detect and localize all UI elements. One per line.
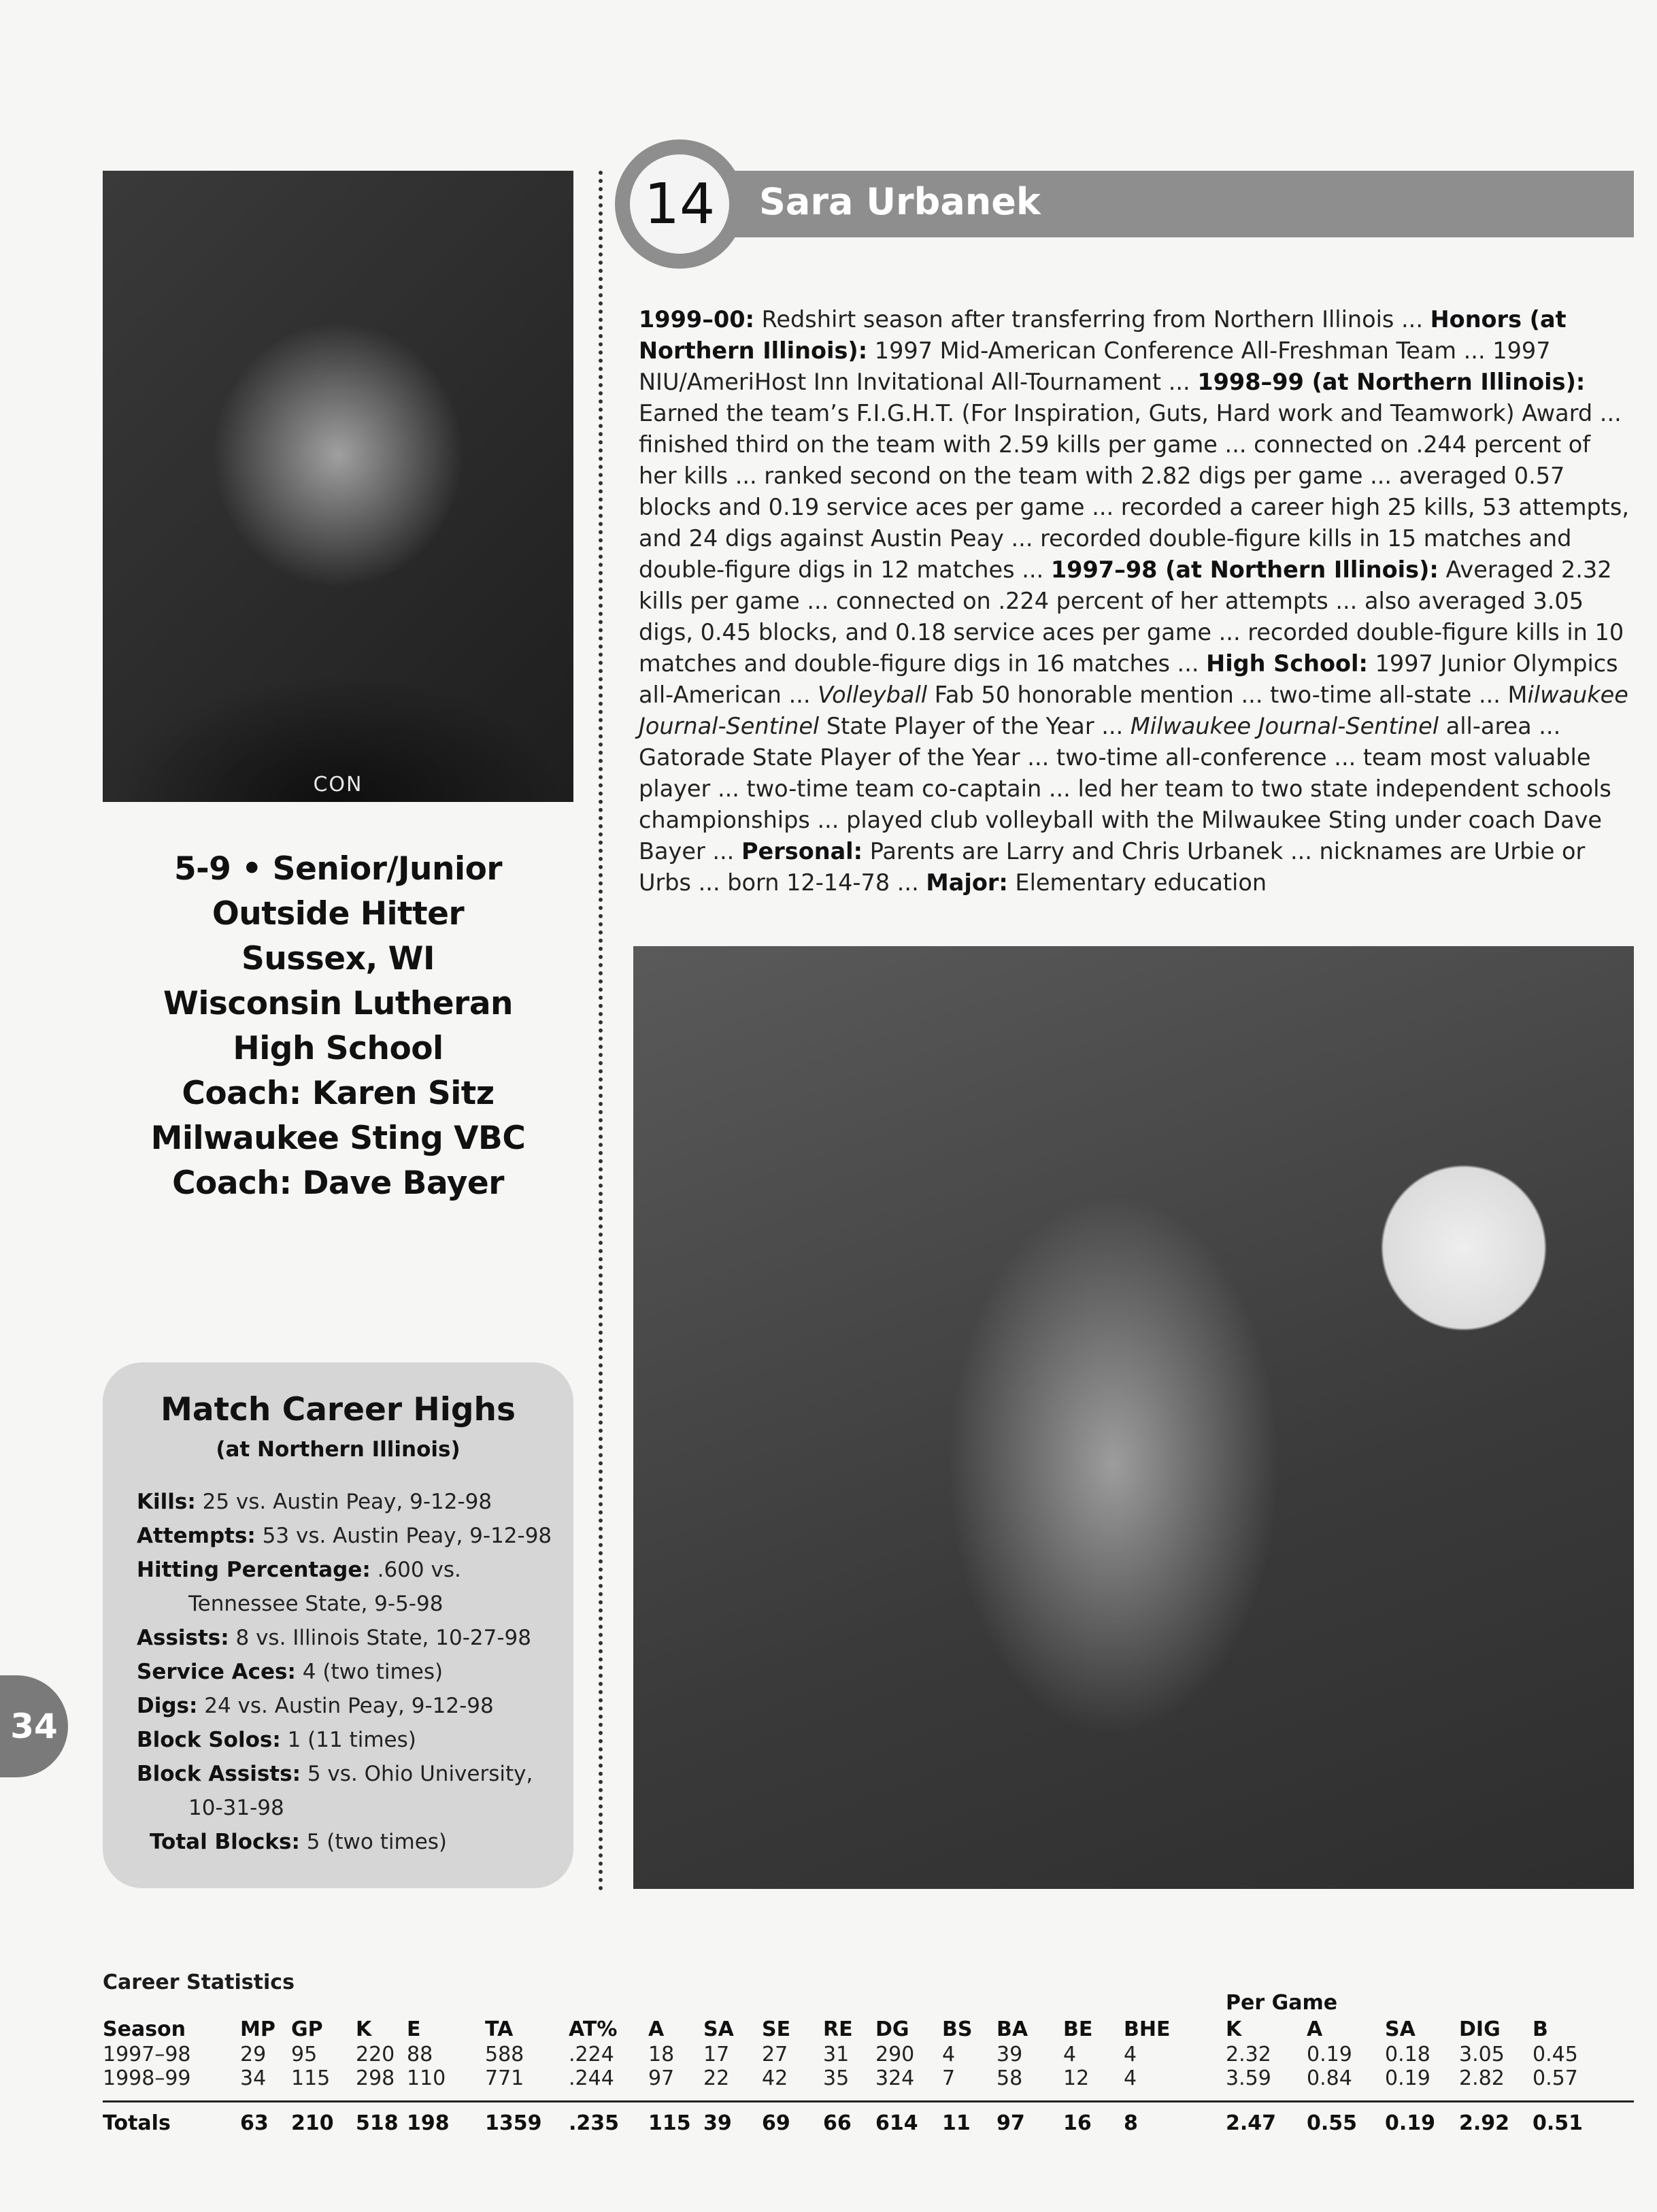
stat-cell: 95 <box>291 2043 318 2066</box>
stat-cell: 88 <box>407 2043 433 2066</box>
headshot-jersey-text: CON <box>313 773 363 797</box>
stat-cell: 42 <box>762 2066 788 2090</box>
career-high-label: Service Aces: <box>137 1660 296 1684</box>
stat-cell: 0.84 <box>1307 2066 1352 2090</box>
career-high-label: Block Assists: <box>137 1762 301 1786</box>
stat-cell: 39 <box>703 2111 732 2135</box>
stat-cell: 97 <box>997 2111 1025 2135</box>
career-high-item <box>137 1519 558 1553</box>
stat-cell: 771 <box>485 2066 524 2090</box>
stat-cell: 298 <box>356 2066 395 2090</box>
stat-cell: 115 <box>648 2111 691 2135</box>
career-high-label: Attempts: <box>137 1524 256 1548</box>
info-line: Coach: Dave Bayer <box>172 1164 504 1202</box>
bio-text: Milwaukee Journal-Sentinel <box>1130 713 1439 739</box>
stat-cell: 0.19 <box>1307 2043 1352 2066</box>
stat-cell: 0.51 <box>1533 2111 1584 2135</box>
stat-cell: 4 <box>1124 2066 1137 2090</box>
info-line: Outside Hitter <box>212 895 465 933</box>
stat-cell: 29 <box>240 2043 267 2066</box>
stat-cell: 1359 <box>485 2111 542 2135</box>
stat-cell: Totals <box>103 2111 171 2135</box>
stat-cell: .244 <box>569 2066 614 2090</box>
stat-cell: BE <box>1063 2017 1093 2041</box>
info-line: 5-9 • Senior/Junior <box>173 850 503 888</box>
bio-text: Elementary education <box>1007 869 1267 896</box>
stat-cell: 220 <box>356 2043 395 2066</box>
bio-heading: 1999–00: <box>639 306 755 333</box>
bio-heading: Major: <box>926 869 1008 896</box>
stat-cell: 11 <box>942 2111 971 2135</box>
stat-cell: 290 <box>875 2043 915 2066</box>
stat-cell: GP <box>291 2017 323 2041</box>
stat-cell: 16 <box>1063 2111 1092 2135</box>
player-headshot-photo <box>103 171 573 802</box>
totals-divider <box>103 2100 1634 2102</box>
info-line: High School <box>233 1030 443 1067</box>
career-high-label: Total Blocks: <box>150 1830 300 1854</box>
bio-text: 1997 Mid-American Conference All-Freshman Team ... 1997 NIU/AmeriHost Inn Invitational All-Tournament ... <box>639 337 1551 395</box>
stat-cell: 614 <box>875 2111 918 2135</box>
bio-text: ilwaukee Journal-Sentinel <box>639 682 1628 739</box>
stat-cell: 2.32 <box>1226 2043 1271 2066</box>
bio-heading: 1998–99 (at Northern Illinois): <box>1197 369 1586 395</box>
stat-cell: 35 <box>823 2066 850 2090</box>
bio-text: all-area ... Gatorade State Player of the Year ... two-time all-conference ... team most valuable player ... two-time team co-captain ... led her team to two state independent schools championships ... played club volleyball with the Milwaukee Sting under coach Dave Bayer ... <box>639 713 1611 865</box>
stat-cell: 0.57 <box>1533 2066 1578 2090</box>
stat-cell: 4 <box>1063 2043 1077 2066</box>
stat-cell: 0.19 <box>1385 2066 1430 2090</box>
stat-cell: 8 <box>1124 2111 1138 2135</box>
stat-cell: 7 <box>942 2066 956 2090</box>
stat-cell: B <box>1533 2017 1548 2041</box>
stat-cell: 0.19 <box>1385 2111 1436 2135</box>
career-high-value: 25 vs. Austin Peay, 9-12-98 <box>195 1490 492 1514</box>
bio-text: Averaged 2.32 kills per game ... connected on .224 percent of her attempts ... also averaged 3.05 digs, 0.45 blocks, and 0.18 service aces per game ... recorded double-figure kills in 10 matches and double-figure digs in 16 matches ... <box>639 556 1624 677</box>
bio-text: 1997 Junior Olympics all-American ... <box>639 650 1618 708</box>
career-highs-box <box>103 1362 573 1888</box>
stat-cell: 518 <box>356 2111 399 2135</box>
stat-cell: 2.82 <box>1459 2066 1505 2090</box>
stat-cell: 1997–98 <box>103 2043 191 2066</box>
stat-cell: 1998–99 <box>103 2066 191 2090</box>
stat-cell: SE <box>762 2017 791 2041</box>
stat-cell: E <box>407 2017 421 2041</box>
career-high-item <box>137 1689 558 1723</box>
info-line: Milwaukee Sting VBC <box>150 1120 526 1157</box>
page-number-tab <box>0 1675 68 1777</box>
career-high-label: Digs: <box>137 1694 198 1718</box>
bio-text: Volleyball <box>818 682 928 708</box>
info-line: Wisconsin Lutheran <box>163 985 513 1022</box>
stat-cell: AT% <box>569 2017 618 2041</box>
stat-cell: 198 <box>407 2111 450 2135</box>
stat-cell: 34 <box>240 2066 267 2090</box>
stat-cell: BHE <box>1124 2017 1171 2041</box>
stat-cell: 0.45 <box>1533 2043 1578 2066</box>
stat-cell: 3.05 <box>1459 2043 1505 2066</box>
stat-cell: 31 <box>823 2043 850 2066</box>
career-statistics-title: Career Statistics <box>103 1971 295 1994</box>
stat-cell: 39 <box>997 2043 1023 2066</box>
stat-cell: 69 <box>762 2111 790 2135</box>
stat-cell: 63 <box>240 2111 269 2135</box>
bio-text: Fab 50 honorable mention ... two-time all-state ... M <box>927 682 1528 708</box>
player-name: Sara Urbanek <box>759 180 1041 223</box>
stat-cell: 2.47 <box>1226 2111 1277 2135</box>
bio-heading: Honors (at Northern Illinois): <box>639 306 1567 364</box>
stat-cell: 17 <box>703 2043 730 2066</box>
career-high-value: 8 vs. Illinois State, 10-27-98 <box>229 1626 531 1650</box>
career-high-item <box>137 1485 558 1519</box>
stat-cell: 588 <box>485 2043 524 2066</box>
stat-cell: BA <box>997 2017 1028 2041</box>
stat-cell: DG <box>875 2017 909 2041</box>
career-high-label: Hitting Percentage: <box>137 1558 371 1582</box>
stat-cell: 22 <box>703 2066 730 2090</box>
stat-cell: 12 <box>1063 2066 1090 2090</box>
career-high-value: 53 vs. Austin Peay, 9-12-98 <box>255 1524 552 1548</box>
career-high-value: 24 vs. Austin Peay, 9-12-98 <box>197 1694 494 1718</box>
career-high-label: Kills: <box>137 1490 196 1514</box>
stat-cell: A <box>1307 2017 1323 2041</box>
career-high-value: 5 (two times) <box>299 1830 448 1854</box>
stat-cell: 4 <box>1124 2043 1137 2066</box>
career-high-item <box>137 1621 558 1655</box>
per-game-label-text: Per Game <box>1226 1991 1338 2015</box>
stat-cell: SA <box>1385 2017 1416 2041</box>
stat-cell: 27 <box>762 2043 788 2066</box>
career-high-item <box>137 1655 558 1689</box>
career-high-label: Block Solos: <box>137 1728 281 1752</box>
stat-cell: 4 <box>942 2043 956 2066</box>
stat-cell: 210 <box>291 2111 334 2135</box>
stat-cell: .235 <box>569 2111 620 2135</box>
career-high-item <box>137 1825 558 1859</box>
career-high-value: 4 (two times) <box>295 1660 443 1684</box>
stat-cell: K <box>356 2017 372 2041</box>
stat-cell: 115 <box>291 2066 331 2090</box>
stat-cell: 97 <box>648 2066 675 2090</box>
stat-cell: DIG <box>1459 2017 1501 2041</box>
bio-heading: High School: <box>1206 650 1368 677</box>
career-highs-list <box>137 1485 558 1859</box>
stat-cell: 18 <box>648 2043 675 2066</box>
bio-text: Redshirt season after transferring from Northern Illinois ... <box>754 306 1430 333</box>
stat-cell: K <box>1226 2017 1242 2041</box>
stat-cell: 66 <box>823 2111 852 2135</box>
jersey-number-badge <box>615 139 744 269</box>
stat-cell: 0.55 <box>1307 2111 1358 2135</box>
stat-cell: SA <box>703 2017 734 2041</box>
career-highs-subtitle: (at Northern Illinois) <box>216 1437 461 1462</box>
career-high-label: Assists: <box>137 1626 229 1650</box>
stat-cell: 110 <box>407 2066 446 2090</box>
career-high-value: 5 vs. Ohio University, 10-31-98 <box>188 1762 533 1820</box>
player-info <box>103 847 573 1206</box>
page-number: 34 <box>10 1707 58 1746</box>
stat-cell: 58 <box>997 2066 1023 2090</box>
stat-cell: MP <box>240 2017 275 2041</box>
stat-cell: RE <box>823 2017 853 2041</box>
per-game-label <box>1226 1991 1337 2015</box>
career-high-value: 1 (11 times) <box>280 1728 416 1752</box>
career-highs-title: Match Career Highs <box>161 1391 516 1428</box>
stat-cell: Season <box>103 2017 186 2041</box>
player-action-photo <box>633 946 1634 1889</box>
career-high-value: .600 vs. Tennessee State, 9-5-98 <box>188 1558 461 1616</box>
stat-cell: BS <box>942 2017 973 2041</box>
bio-heading: 1997–98 (at Northern Illinois): <box>1050 556 1439 583</box>
player-bio <box>639 304 1634 899</box>
stat-cell: 3.59 <box>1226 2066 1271 2090</box>
career-high-item <box>137 1757 558 1825</box>
stat-cell: A <box>648 2017 665 2041</box>
jersey-number: 14 <box>643 171 716 237</box>
bio-text: State Player of the Year ... <box>819 713 1131 739</box>
bio-heading: Personal: <box>741 838 863 865</box>
stat-cell: 0.18 <box>1385 2043 1430 2066</box>
column-divider <box>599 171 603 1892</box>
stat-cell: 2.92 <box>1459 2111 1510 2135</box>
stat-cell: .224 <box>569 2043 614 2066</box>
stat-cell: TA <box>485 2017 514 2041</box>
career-high-item <box>137 1553 558 1621</box>
info-line: Sussex, WI <box>241 940 435 977</box>
bio-text: Earned the team’s F.I.G.H.T. (For Inspiration, Guts, Hard work and Teamwork) Award ... finished third on the team with 2.59 kills per game ... connected on .244 percent of her kills ... ranked second on the team with 2.82 digs per game ... averaged 0.57 blocks and 0.19 service aces per game ... recorded a career high 25 kills, 53 attempts, and 24 digs against Austin Peay ... recorded double-figure kills in 15 matches and double-figure digs in 12 matches ... <box>639 400 1629 583</box>
stat-cell: 324 <box>875 2066 915 2090</box>
info-line: Coach: Karen Sitz <box>182 1075 495 1112</box>
career-high-item <box>137 1723 558 1757</box>
bio-text: Parents are Larry and Chris Urbanek ... nicknames are Urbie or Urbs ... born 12-14-78 ... <box>639 838 1586 896</box>
